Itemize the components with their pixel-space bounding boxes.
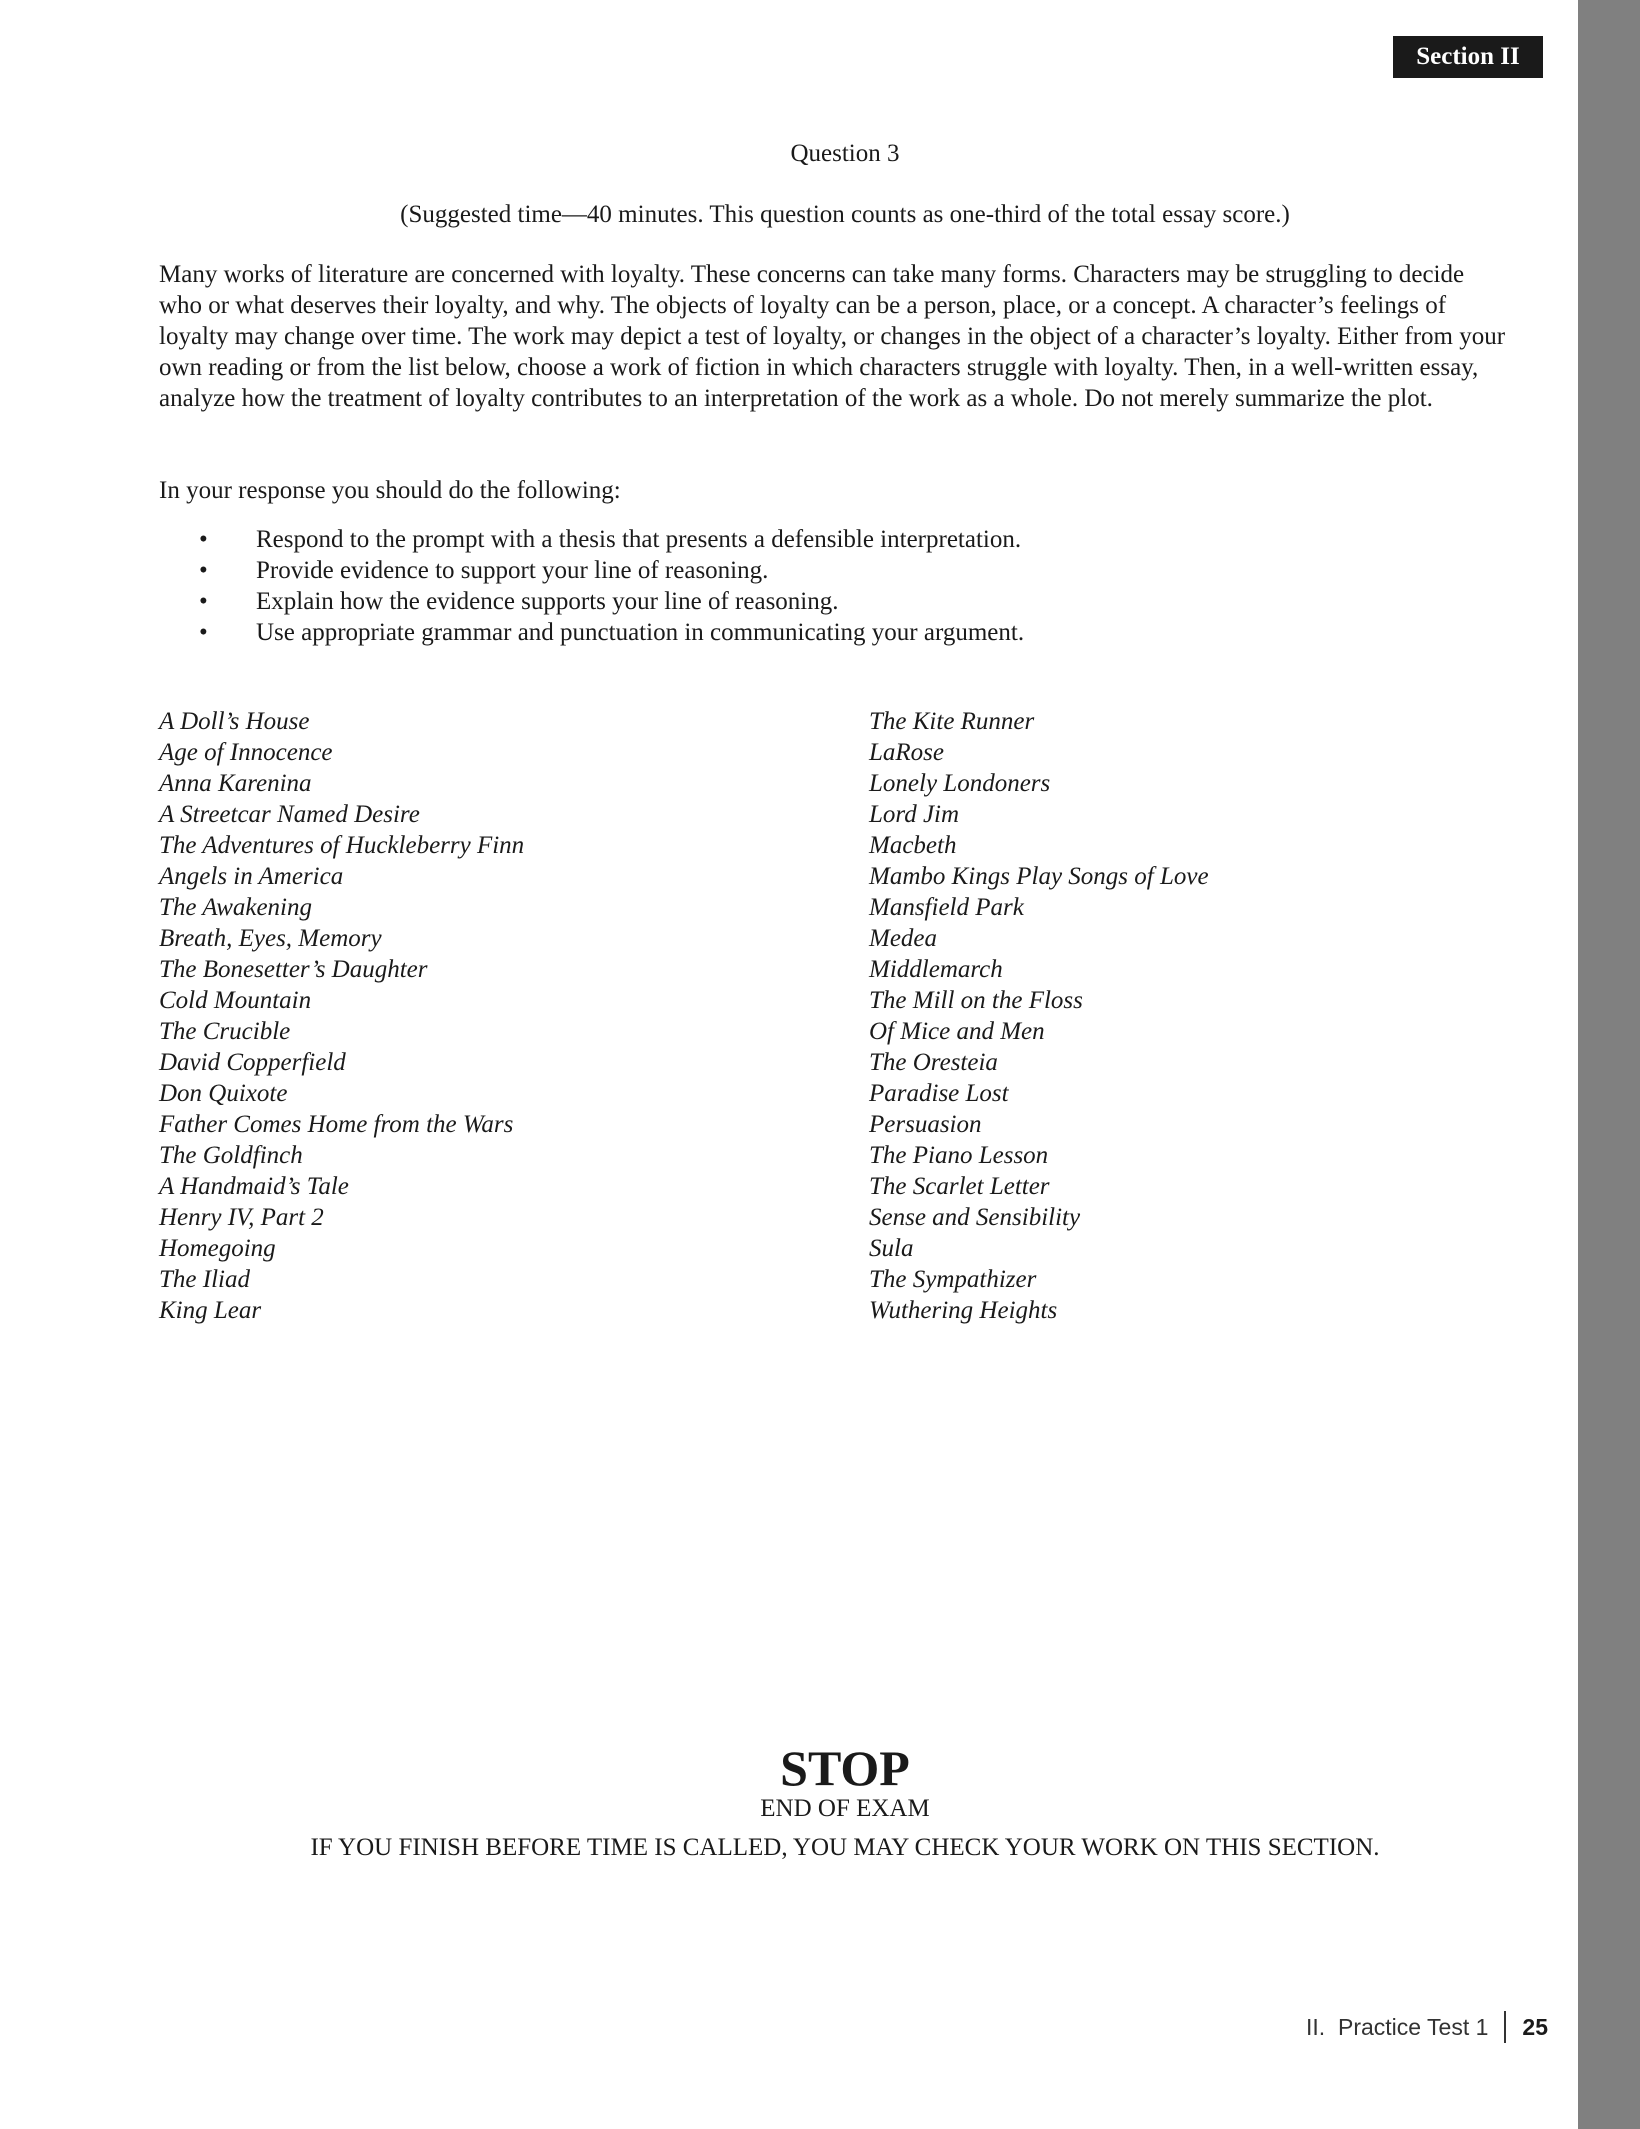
instruction-item: • Explain how the evidence supports your line of reasoning.	[199, 588, 839, 615]
work-title: Sula	[869, 1235, 914, 1262]
page-footer	[1306, 2012, 1548, 2042]
work-title: Paradise Lost	[869, 1080, 1009, 1107]
work-title: The Sympathizer	[869, 1266, 1037, 1293]
work-title: Persuasion	[869, 1111, 982, 1138]
instruction-item: • Use appropriate grammar and punctuation in communicating your argument.	[199, 619, 1025, 646]
bullet-icon: •	[199, 557, 208, 584]
work-title: Middlemarch	[869, 956, 1003, 983]
work-title: The Mill on the Floss	[869, 987, 1083, 1014]
work-title: David Copperfield	[159, 1049, 346, 1076]
work-title: The Awakening	[159, 894, 313, 921]
question-subtitle: (Suggested time—40 minutes. This question counts as one-third of the total essay score.)	[400, 201, 1290, 228]
work-title: Father Comes Home from the Wars	[159, 1111, 514, 1138]
work-title: Homegoing	[159, 1235, 276, 1262]
stop-heading: STOP	[780, 1740, 910, 1796]
work-title: Mambo Kings Play Songs of Love	[869, 863, 1209, 890]
work-title: Breath, Eyes, Memory	[159, 925, 382, 952]
works-list-left	[159, 706, 524, 1326]
bullet-icon: •	[199, 526, 208, 553]
work-title: A Streetcar Named Desire	[159, 801, 420, 828]
work-title: King Lear	[159, 1297, 262, 1324]
work-title: Macbeth	[869, 832, 957, 859]
work-title: Don Quixote	[159, 1080, 288, 1107]
instructions-list	[159, 524, 1024, 648]
finish-note: IF YOU FINISH BEFORE TIME IS CALLED, YOU MAY CHECK YOUR WORK ON THIS SECTION.	[310, 1834, 1380, 1861]
work-title: The Crucible	[159, 1018, 291, 1045]
question-prompt: Many works of literature are concerned with loyalty. These concerns can take many forms. Characters may be struggling to decide who or what deserves their loyalty, and why. The objects of loyalty can be a person, place, or a concept. A character’s feelings of loyalty may change over time. The work may depict a test of loyalty, or changes in the object of a character’s loyalty. Either from your own reading or from the list below, choose a work of fiction in which characters struggle with loyalty. Then, in a well-written essay, analyze how the treatment of loyalty contributes to an interpretation of the work as a whole. Do not merely summarize the plot.	[159, 261, 1506, 412]
work-title: LaRose	[869, 739, 944, 766]
instruction-item: • Provide evidence to support your line of reasoning.	[199, 557, 769, 584]
question-title: Question 3	[790, 140, 900, 167]
work-title: Wuthering Heights	[869, 1297, 1058, 1324]
work-title: Medea	[869, 925, 938, 952]
work-title: Cold Mountain	[159, 987, 312, 1014]
work-title: Mansfield Park	[869, 894, 1024, 921]
work-title: A Handmaid’s Tale	[159, 1173, 349, 1200]
work-title: Of Mice and Men	[869, 1018, 1045, 1045]
end-of-exam: END OF EXAM	[760, 1795, 930, 1822]
instruction-item: • Respond to the prompt with a thesis that presents a defensible interpretation.	[199, 526, 1022, 553]
work-title: Henry IV, Part 2	[159, 1204, 324, 1231]
work-title: The Piano Lesson	[869, 1142, 1049, 1169]
work-title: Age of Innocence	[159, 739, 333, 766]
work-title: The Scarlet Letter	[869, 1173, 1050, 1200]
bullet-icon: •	[199, 588, 208, 615]
work-title: Anna Karenina	[159, 770, 312, 797]
section-tab: Section II	[1393, 36, 1543, 78]
page-number: 25	[1522, 2013, 1548, 2040]
work-title: The Adventures of Huckleberry Finn	[159, 832, 525, 859]
instructions-intro: In your response you should do the following:	[159, 477, 621, 504]
work-title: Sense and Sensibility	[869, 1204, 1081, 1231]
work-title: A Doll’s House	[159, 708, 310, 735]
work-title: Lord Jim	[869, 801, 960, 828]
work-title: Lonely Londoners	[869, 770, 1051, 797]
work-title: The Goldfinch	[159, 1142, 303, 1169]
footer-divider	[1504, 2011, 1506, 2043]
works-list-right	[869, 706, 1209, 1326]
work-title: The Bonesetter’s Daughter	[159, 956, 428, 983]
work-title: The Oresteia	[869, 1049, 998, 1076]
bullet-icon: •	[199, 619, 208, 646]
footer-label: II. Practice Test 1	[1306, 2013, 1489, 2040]
work-title: The Iliad	[159, 1266, 250, 1293]
work-title: Angels in America	[159, 863, 344, 890]
work-title: The Kite Runner	[869, 708, 1035, 735]
